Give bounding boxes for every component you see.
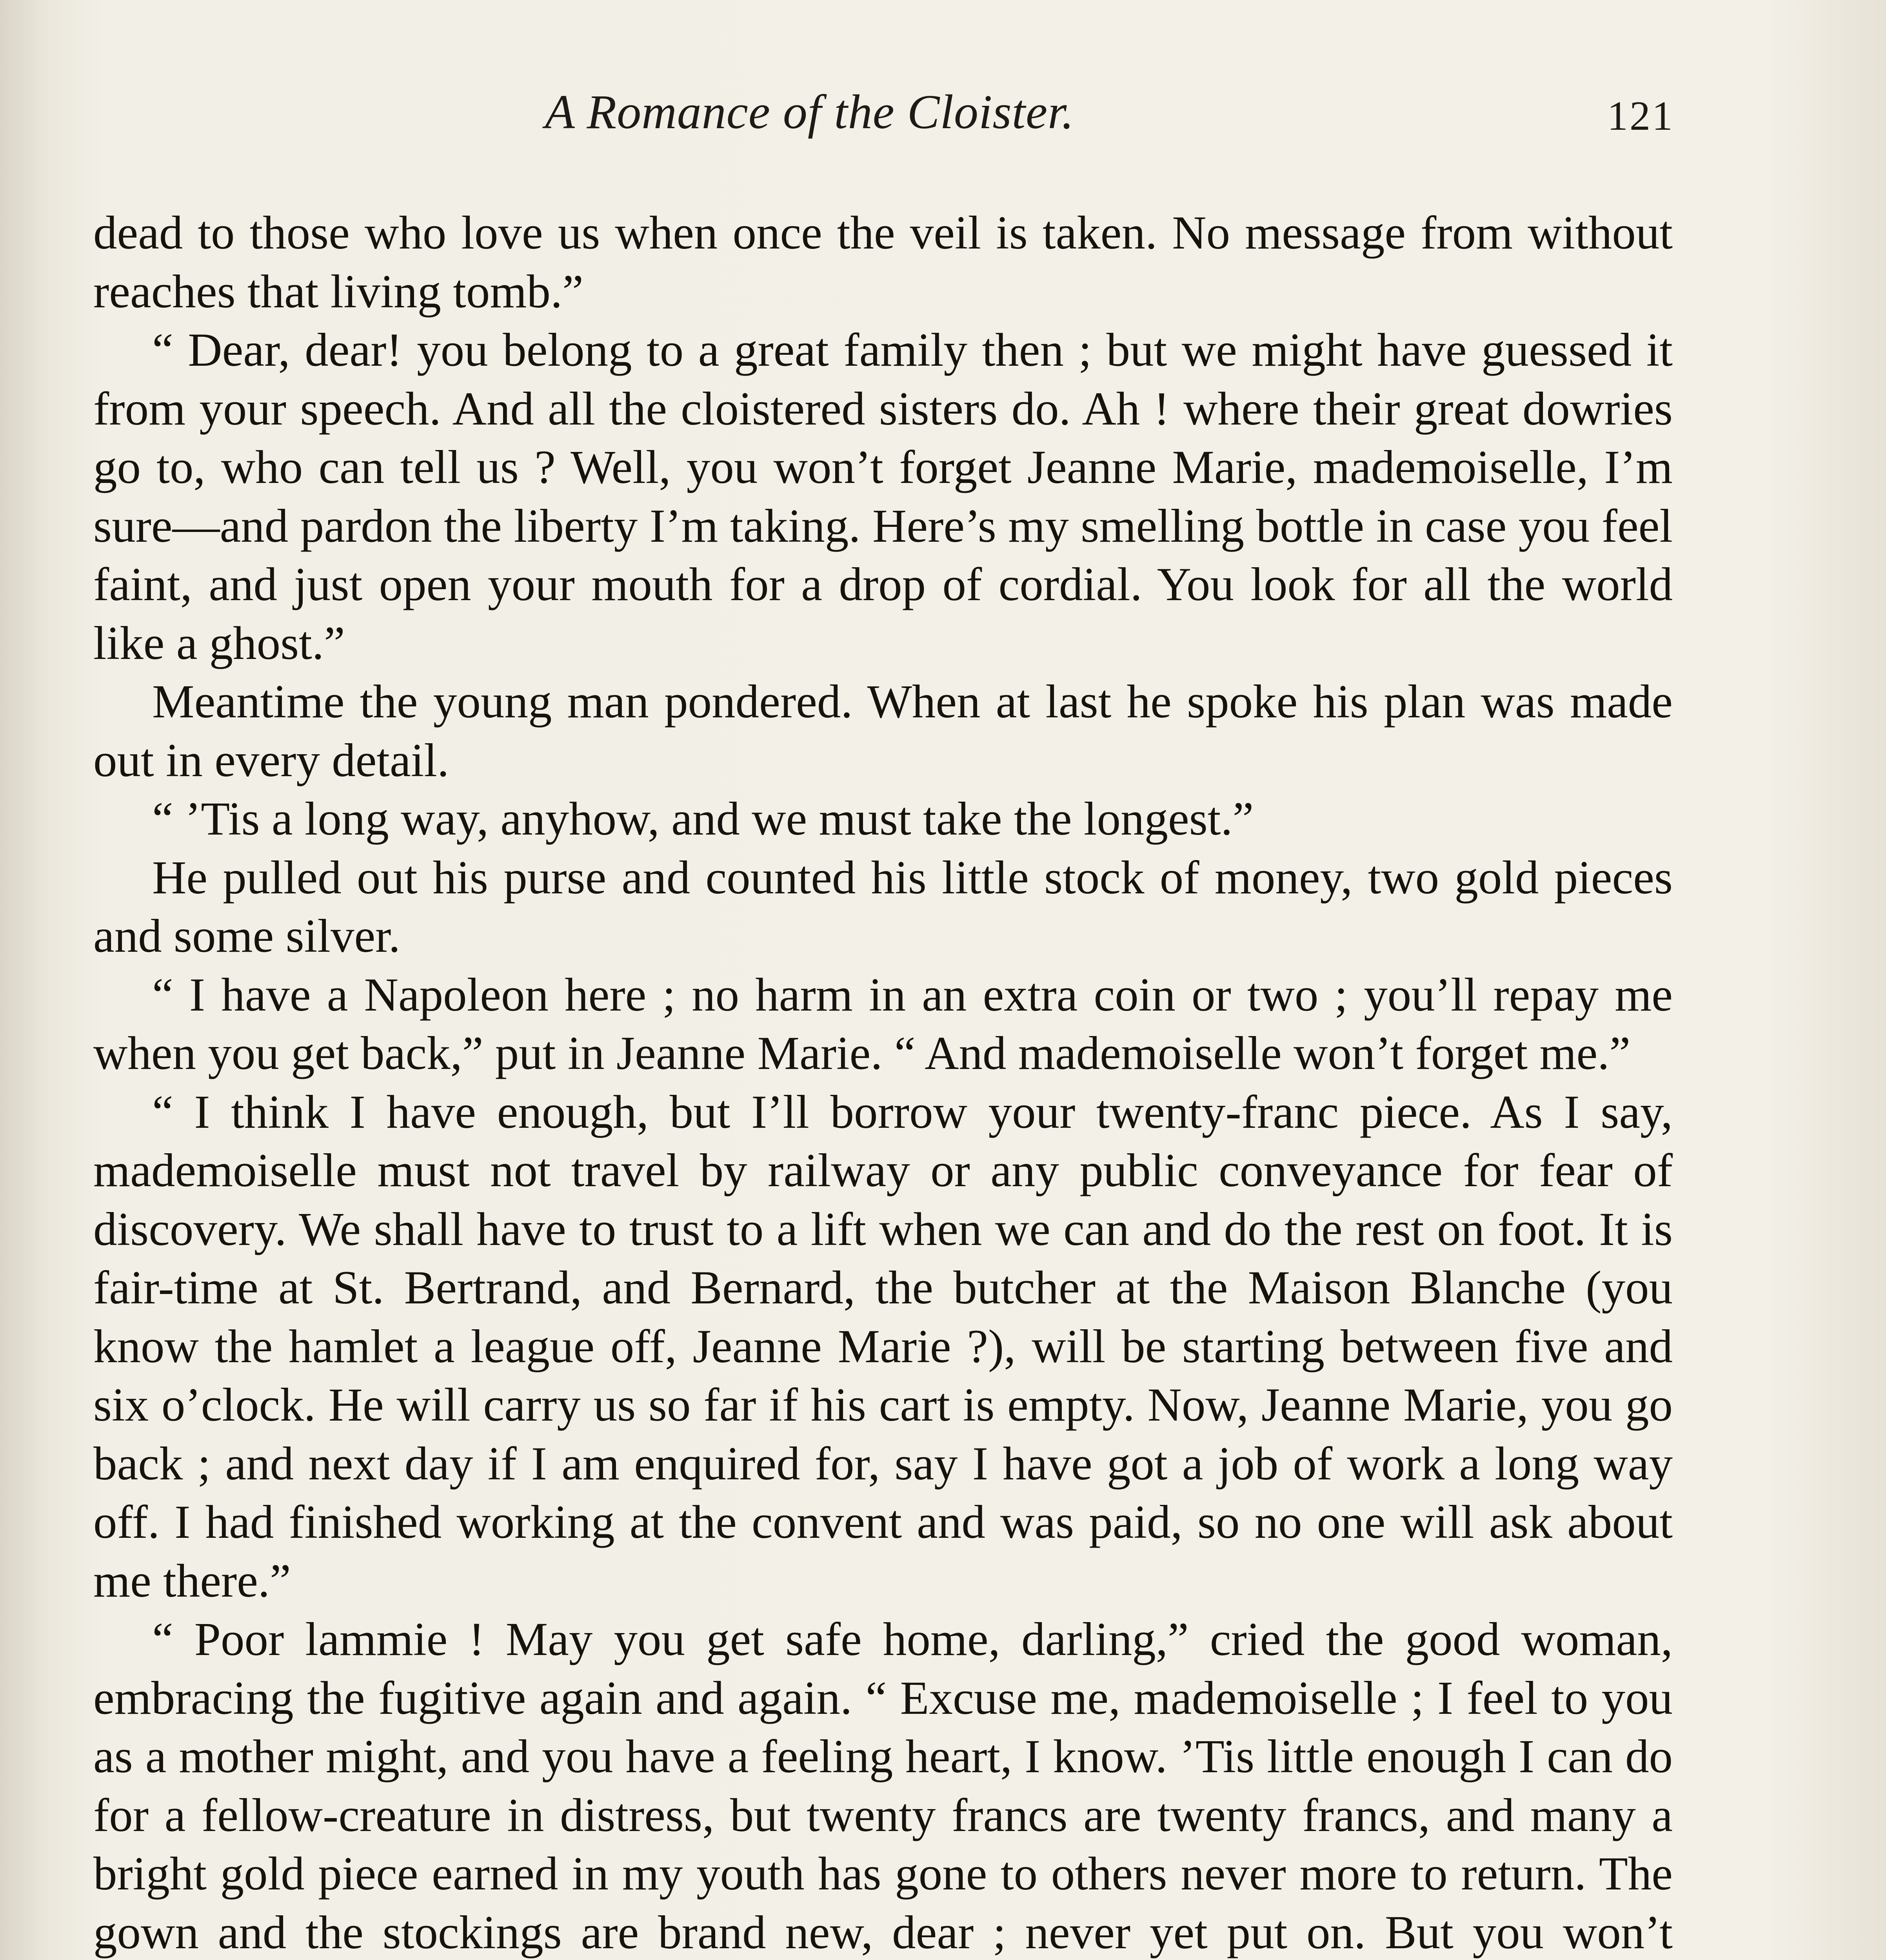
paragraph: “ I think I have enough, but I’ll borrow your twenty-franc piece. As I say, mademoiselle must not travel by railway or any public conveyance for fear of discovery. We shall have to trust to a lift when we can and do the rest on foot. It is fair-time at St. Bertrand, and Bernard, the butcher at the Maison Blanche (you know the hamlet a league off, Jeanne Marie ?), will be starting between five and six o’clock. He will carry us so far if his cart is empty. Now, Jeanne Marie, you go back ; and next day if I am enquired for, say I have got a job of work a long way off. I had finished working at the convent and was paid, so no one will ask about me there.” (93, 1085, 1673, 1607)
paragraph: He pulled out his purse and counted his little stock of money, two gold pieces and some silver. (93, 851, 1673, 962)
body-text (93, 204, 1673, 1960)
paragraph: “ I have a Napoleon here ; no harm in an extra coin or two ; you’ll repay me when you get back,” put in Jeanne Marie. “ And mademoiselle won’t forget me.” (93, 968, 1673, 1080)
paragraph: “ ’Tis a long way, anyhow, and we must take the longest.” (152, 793, 1254, 845)
paragraph: dead to those who love us when once the veil is taken. No message from without reaches that living tomb.” (93, 207, 1673, 318)
paragraph: “ Poor lammie ! May you get safe home, darling,” cried the good woman, embracing the fugitive again and again. “ Excuse me, mademoiselle ; I feel to you as a mother might, and you have a feeling heart, I know. ’Tis little enough I can do for a fellow-creature in distress, but twenty francs are twenty francs, and many a bright gold piece earned in my youth has gone to others never more to return. The gown and the stockings are brand new, dear ; never yet put on. But you won’t (93, 1613, 1673, 1959)
page-number: 121 (1607, 93, 1674, 139)
paragraph: “ Dear, dear! you belong to a great family then ; but we might have guessed it from your speech. And all the cloistered sisters do. Ah ! where their great dowries go to, who can tell us ? Well, you won’t forget Jeanne Marie, mademoiselle, I’m sure—and pardon the liberty I’m taking. Here’s my smelling bottle in case you feel faint, and just open your mouth for a drop of cordial. You look for all the world like a ghost.” (93, 324, 1673, 670)
running-head-title: A Romance of the Cloister. (545, 85, 1074, 139)
paragraph: Meantime the young man pondered. When at last he spoke his plan was made out in every detail. (93, 675, 1673, 787)
